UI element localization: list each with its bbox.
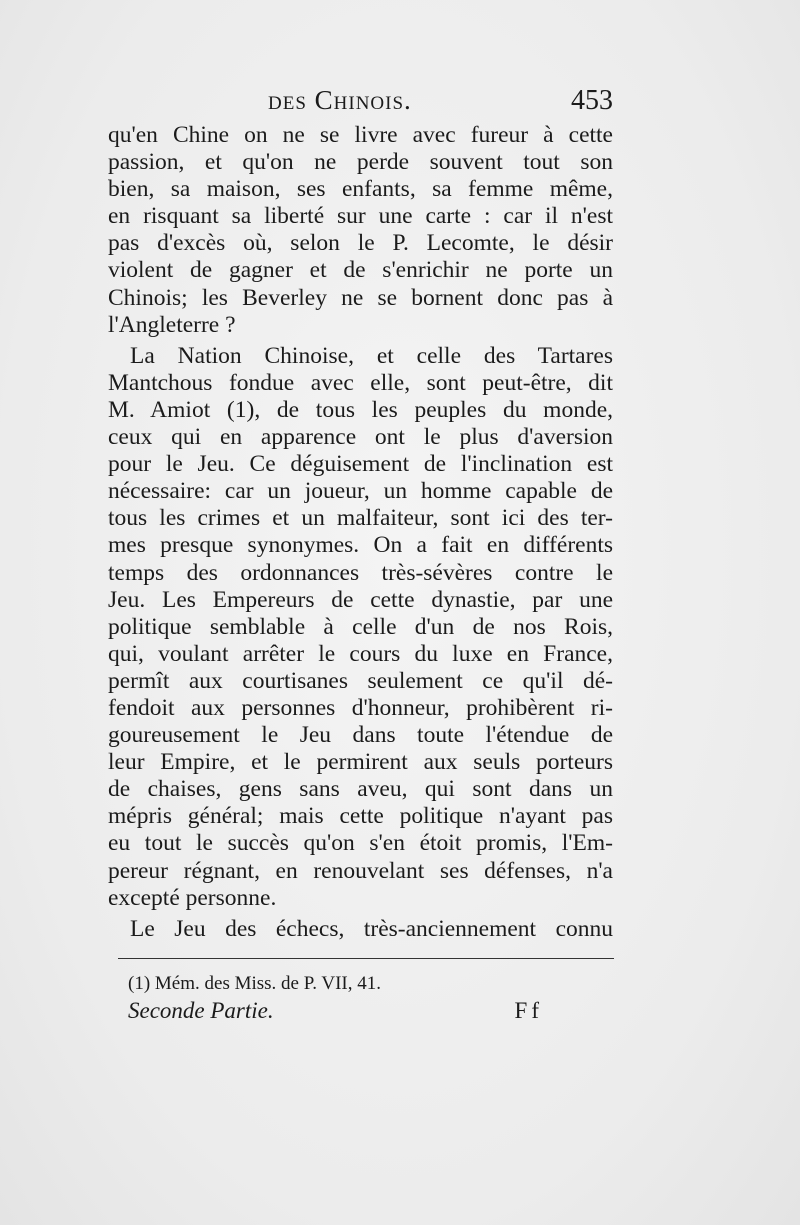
text-line: leur Empire, et le permirent aux seuls porteurs	[108, 749, 613, 776]
text-line: ceux qui en apparence ont le plus d'aversion	[108, 424, 613, 451]
paragraph-3	[108, 916, 613, 943]
text-line: qu'en Chine on ne se livre avec fureur à cette	[108, 122, 613, 148]
text-line: pereur régnant, en renouvelant ses défenses, n'a	[108, 857, 613, 884]
text-line: mes presque synonymes. On a fait en différents	[108, 532, 613, 559]
text-line: mépris général; mais cette politique n'ayant pas	[108, 803, 613, 830]
signature-row	[128, 998, 543, 1028]
footnote-rule	[118, 958, 614, 959]
text-line: Jeu. Les Empereurs de cette dynastie, par une	[108, 586, 613, 613]
text-line: eu tout le succès qu'on s'en étoit promis, l'Em-	[108, 830, 613, 857]
text-line: permît aux courtisanes seulement ce qu'il dé-	[108, 667, 613, 694]
text-line: qui, voulant arrêter le cours du luxe en France,	[108, 640, 613, 667]
page-number: 453	[571, 85, 613, 116]
text-line: violent de gagner et de s'enrichir ne porte un	[108, 257, 613, 284]
text-line: goureusement le Jeu dans toute l'étendue de	[108, 722, 613, 749]
text-line: pas d'excès où, selon le P. Lecomte, le désir	[108, 230, 613, 257]
text-line: l'Angleterre ?	[108, 311, 236, 338]
text-line: M. Amiot (1), de tous les peuples du monde,	[108, 396, 613, 423]
text-line: tous les crimes et un malfaiteur, sont ici des ter-	[108, 505, 613, 532]
text-line: excepté personne.	[108, 884, 277, 911]
paragraph-1	[108, 122, 613, 339]
part-label: Seconde Partie.	[128, 998, 274, 1023]
text-line: passion, et qu'on ne perde souvent tout son	[108, 149, 613, 176]
page-header	[108, 85, 613, 121]
paragraph-2	[108, 343, 613, 912]
text-line: Chinois; les Beverley ne se bornent donc pas à	[108, 284, 613, 311]
footnote: (1) Mém. des Miss. de P. VII, 41.	[128, 973, 381, 994]
body-text	[108, 122, 613, 943]
text-line: en risquant sa liberté sur une carte : car il n'est	[108, 203, 613, 230]
text-line: La Nation Chinoise, et celle des Tartares	[130, 342, 613, 369]
text-line: de chaises, gens sans aveu, qui sont dans un	[108, 776, 613, 803]
text-line: Mantchous fondue avec elle, sont peut-être, dit	[108, 369, 613, 396]
text-line: bien, sa maison, ses enfants, sa femme même,	[108, 176, 613, 203]
text-line: politique semblable à celle d'un de nos Rois,	[108, 613, 613, 640]
text-line: fendoit aux personnes d'honneur, prohibèrent ri-	[108, 694, 613, 721]
text-line: pour le Jeu. Ce déguisement de l'inclination est	[108, 451, 613, 478]
running-title: des Chinois.	[268, 85, 412, 115]
text-line: Le Jeu des échecs, très-anciennement connu	[130, 915, 613, 942]
text-line: temps des ordonnances très-sévères contre le	[108, 559, 613, 586]
text-line: nécessaire: car un joueur, un homme capable de	[108, 478, 613, 505]
signature-mark: Ff	[514, 998, 543, 1023]
